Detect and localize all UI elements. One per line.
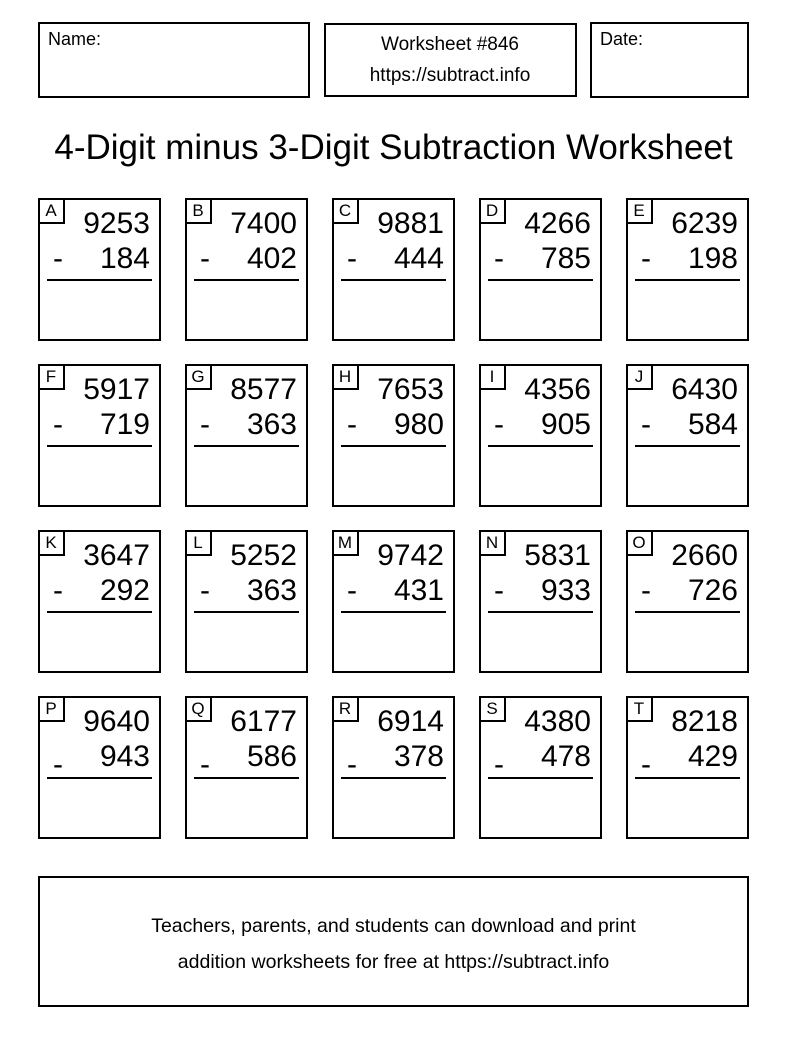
minuend: 5831 [524, 539, 591, 572]
problem-body [628, 704, 747, 835]
problem-label: D [479, 198, 506, 224]
problem-label: O [626, 530, 653, 556]
answer-space[interactable] [40, 779, 159, 835]
footer-line-2: addition worksheets for free at https://subtract.info [177, 951, 610, 973]
problem-label: T [626, 696, 653, 722]
answer-space[interactable] [481, 281, 600, 337]
name-input-area[interactable] [38, 22, 310, 98]
answer-space[interactable] [628, 281, 747, 337]
problem-cell [332, 530, 455, 673]
problem-body [40, 206, 159, 337]
problem-label: I [479, 364, 506, 390]
minuend: 6177 [230, 705, 297, 738]
problem-cell [479, 530, 602, 673]
answer-space[interactable] [187, 779, 306, 835]
problem-cell [38, 696, 161, 839]
problem-label: P [38, 696, 65, 722]
subtrahend: 402 [246, 242, 297, 275]
subtrahend: 980 [393, 408, 444, 441]
problem-body [187, 206, 306, 337]
minus-sign: - [53, 408, 63, 441]
date-label: Date: [600, 29, 644, 49]
minuend: 3647 [83, 539, 150, 572]
problem-cell [185, 696, 308, 839]
subtrahend: 292 [99, 574, 150, 607]
worksheet-number: Worksheet #846 [380, 34, 519, 55]
subtrahend: 785 [540, 242, 591, 275]
answer-space[interactable] [628, 613, 747, 669]
worksheet-info-box [324, 23, 577, 97]
problem-body [628, 206, 747, 337]
minus-sign: - [494, 408, 504, 441]
problem-body [481, 206, 600, 337]
problem-body [40, 372, 159, 503]
subtrahend: 184 [99, 242, 150, 275]
problem-label: H [332, 364, 359, 390]
answer-space[interactable] [481, 447, 600, 503]
problem-cell [479, 364, 602, 507]
header [38, 22, 749, 98]
minus-sign: - [347, 242, 357, 275]
subtrahend: 933 [540, 574, 591, 607]
problem-body [481, 538, 600, 669]
minus-sign: - [494, 242, 504, 275]
minuend: 5917 [83, 373, 150, 406]
answer-space[interactable] [40, 613, 159, 669]
problem-label: F [38, 364, 65, 390]
problem-body [334, 206, 453, 337]
minus-sign: - [347, 408, 357, 441]
subtrahend: 363 [246, 408, 297, 441]
problem-cell [185, 530, 308, 673]
problem-cell [479, 198, 602, 341]
minuend: 5252 [230, 539, 297, 572]
problems-grid [38, 198, 749, 839]
minus-sign: - [494, 748, 504, 781]
subtrahend: 478 [540, 740, 591, 773]
minus-sign: - [347, 748, 357, 781]
problem-body [40, 704, 159, 835]
subtrahend: 584 [687, 408, 738, 441]
problem-label: K [38, 530, 65, 556]
minus-sign: - [200, 242, 210, 275]
problem-cell [626, 364, 749, 507]
minus-sign: - [641, 408, 651, 441]
answer-space[interactable] [334, 447, 453, 503]
minuend: 9742 [377, 539, 444, 572]
subtrahend: 431 [393, 574, 444, 607]
answer-space[interactable] [334, 281, 453, 337]
problem-label: G [185, 364, 212, 390]
minus-sign: - [494, 574, 504, 607]
minuend: 9253 [83, 207, 150, 240]
problem-label: J [626, 364, 653, 390]
minus-sign: - [53, 748, 63, 781]
problem-body [187, 372, 306, 503]
answer-space[interactable] [628, 447, 747, 503]
problem-label: B [185, 198, 212, 224]
minus-sign: - [641, 574, 651, 607]
problem-label: R [332, 696, 359, 722]
answer-space[interactable] [40, 281, 159, 337]
problem-label: Q [185, 696, 212, 722]
site-url: https://subtract.info [369, 65, 531, 86]
problem-label: M [332, 530, 359, 556]
problem-cell [626, 198, 749, 341]
problem-body [481, 704, 600, 835]
minuend: 4356 [524, 373, 591, 406]
footer-note [38, 876, 749, 1007]
problem-body [187, 704, 306, 835]
problem-cell [185, 364, 308, 507]
subtrahend: 586 [246, 740, 297, 773]
minuend: 7400 [230, 207, 297, 240]
date-input-area[interactable] [590, 22, 749, 98]
answer-space[interactable] [481, 779, 600, 835]
answer-space[interactable] [334, 779, 453, 835]
problem-cell [185, 198, 308, 341]
minus-sign: - [641, 748, 651, 781]
problem-cell [332, 198, 455, 341]
minuend: 6430 [671, 373, 738, 406]
answer-space[interactable] [187, 613, 306, 669]
minuend: 9640 [83, 705, 150, 738]
minus-sign: - [200, 408, 210, 441]
problem-cell [626, 696, 749, 839]
problem-body [481, 372, 600, 503]
problem-cell [38, 530, 161, 673]
subtrahend: 726 [687, 574, 738, 607]
minuend: 6914 [377, 705, 444, 738]
footer-line-1: Teachers, parents, and students can download and print [151, 915, 636, 937]
problem-body [334, 538, 453, 669]
minuend: 6239 [671, 207, 738, 240]
problem-cell [38, 198, 161, 341]
problem-label: A [38, 198, 65, 224]
minuend: 4266 [524, 207, 591, 240]
subtrahend: 905 [540, 408, 591, 441]
minus-sign: - [200, 574, 210, 607]
answer-space[interactable] [628, 779, 747, 835]
minuend: 8218 [671, 705, 738, 738]
answer-space[interactable] [187, 281, 306, 337]
problem-label: L [185, 530, 212, 556]
minuend: 7653 [377, 373, 444, 406]
minus-sign: - [200, 748, 210, 781]
answer-space[interactable] [187, 447, 306, 503]
problem-body [187, 538, 306, 669]
subtrahend: 363 [246, 574, 297, 607]
minus-sign: - [347, 574, 357, 607]
problem-cell [332, 696, 455, 839]
minuend: 4380 [524, 705, 591, 738]
problem-cell [38, 364, 161, 507]
minus-sign: - [53, 574, 63, 607]
minus-sign: - [53, 242, 63, 275]
problem-body [40, 538, 159, 669]
problem-body [628, 372, 747, 503]
problem-label: E [626, 198, 653, 224]
minuend: 8577 [230, 373, 297, 406]
minus-sign: - [641, 242, 651, 275]
minuend: 2660 [671, 539, 738, 572]
subtrahend: 198 [687, 242, 738, 275]
subtrahend: 719 [99, 408, 150, 441]
problem-cell [479, 696, 602, 839]
problem-label: S [479, 696, 506, 722]
problem-body [334, 704, 453, 835]
problem-label: N [479, 530, 506, 556]
minuend: 9881 [377, 207, 444, 240]
subtrahend: 378 [393, 740, 444, 773]
problem-body [334, 372, 453, 503]
subtrahend: 429 [687, 740, 738, 773]
name-label: Name: [48, 29, 102, 49]
subtrahend: 943 [99, 740, 150, 773]
page-title: 4-Digit minus 3-Digit Subtraction Worksheet [54, 128, 733, 167]
problem-label: C [332, 198, 359, 224]
problem-body [628, 538, 747, 669]
answer-space[interactable] [334, 613, 453, 669]
answer-space[interactable] [481, 613, 600, 669]
problem-cell [332, 364, 455, 507]
problem-cell [626, 530, 749, 673]
answer-space[interactable] [40, 447, 159, 503]
subtrahend: 444 [393, 242, 444, 275]
